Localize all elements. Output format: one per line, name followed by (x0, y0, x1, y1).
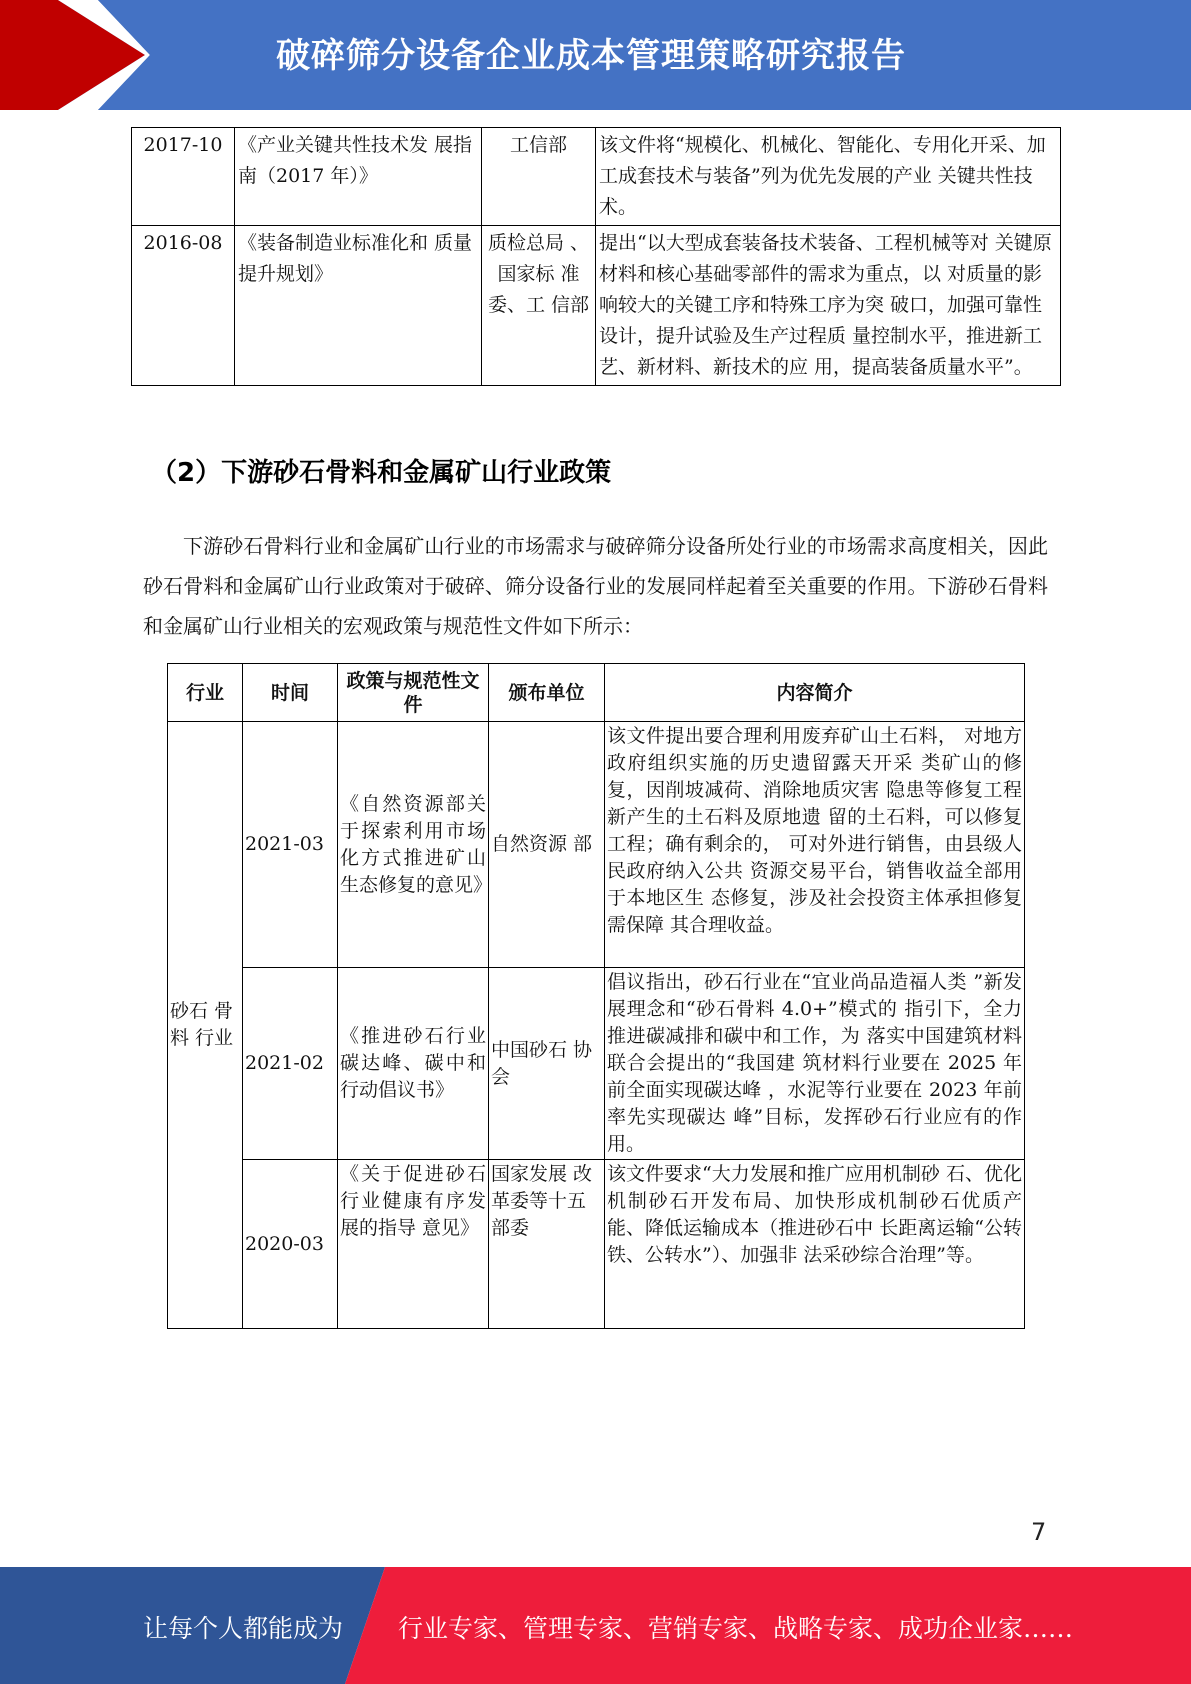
policy-title: 《自然资源部关于探索利用市场化方式推进矿山生态修复的意见》 (338, 722, 489, 968)
policy-date: 2016-08 (132, 226, 235, 386)
policy-content: 该文件将“规模化、机械化、智能化、专用化开采、加工成套技术与装备”列为优先发展的产业 关键共性技术。 (596, 128, 1061, 226)
policy-summary: 该文件提出要合理利用废弃矿山土石料， 对地方政府组织实施的历史遗留露天开采 类矿山的修复，因削坡减荷、消除地质灾害 隐患等修复工程新产生的土石料及原地遗 留的土石料，可以修复工程；确有剩余的， 可对外进行销售，由县级人民政府纳入公共 资源交易平台，销售收益全部用于本地区生 态修复，涉及社会投资主体承担修复需保障 其合理收益。 (605, 722, 1025, 968)
table-row (132, 226, 1061, 386)
policy-title: 《关于促进砂石行业健康有序发展的指导 意见》 (338, 1160, 489, 1329)
column-header-time: 时间 (243, 664, 338, 722)
policy-issuer: 工信部 (482, 128, 596, 226)
column-header-policy: 政策与规范性文件 (338, 664, 489, 722)
page-header (0, 0, 1191, 110)
policy-content: 提出“以大型成套装备技术装备、工程机械等对 关键原材料和核心基础零部件的需求为重点，以 对质量的影响较大的关键工序和特殊工序为突 破口，加强可靠性设计，提升试验及生产过程质 量控制水平，推进新工艺、新材料、新技术的应 用，提高装备质量水平”。 (596, 226, 1061, 386)
policy-time: 2021-02 (243, 968, 338, 1160)
page-footer (0, 1567, 1191, 1684)
policy-time: 2021-03 (243, 722, 338, 968)
policy-issuer: 中国砂石 协会 (489, 968, 605, 1160)
industry-cell: 砂石 骨料 行业 (168, 722, 243, 1329)
footer-slogan-left: 让每个人都能成为 (143, 1614, 344, 1643)
policy-issuer: 国家发展 改革委等十五部委 (489, 1160, 605, 1329)
policy-time: 2020-03 (243, 1160, 338, 1329)
policy-issuer: 质检总局 、国家标 准委、工 信部 (482, 226, 596, 386)
report-title: 破碎筛分设备企业成本管理策略研究报告 (276, 36, 906, 76)
page-number: 7 (1031, 1518, 1047, 1546)
policy-name: 《产业关键共性技术发 展指南（2017 年）》 (235, 128, 482, 226)
table-row (168, 968, 1025, 1160)
table-row (168, 722, 1025, 968)
footer-slogan-right: 行业专家、管理专家、营销专家、战略专家、成功企业家…… (398, 1614, 1074, 1643)
policy-date: 2017-10 (132, 128, 235, 226)
table-row (132, 128, 1061, 226)
policy-table-continued (131, 127, 1061, 386)
policy-summary: 该文件要求“大力发展和推广应用机制砂 石、优化机制砂石开发布局、加快形成机制砂石优质产能、降低运输成本（推进砂石中 长距离运输“公转铁、公转水”）、加强非 法采砂综合治理”等。 (605, 1160, 1025, 1329)
column-header-industry: 行业 (168, 664, 243, 722)
column-header-summary: 内容简介 (605, 664, 1025, 722)
policy-issuer: 自然资源 部 (489, 722, 605, 968)
policy-name: 《装备制造业标准化和 质量提升规划》 (235, 226, 482, 386)
policy-summary: 倡议指出，砂石行业在“宜业尚品造福人类 ”新发展理念和“砂石骨料 4.0+”模式的 指引下，全力推进碳减排和碳中和工作，为 落实中国建筑材料联合会提出的“我国建 筑材料行业要在 2025 年前全面实现碳达峰 ，水泥等行业要在 2023 年前率先实现碳达 峰”目标，发挥砂石行业应有的作用。 (605, 968, 1025, 1160)
sand-gravel-policy-table (167, 663, 1025, 1329)
policy-title: 《推进砂石行业碳达峰、碳中和行动倡议书》 (338, 968, 489, 1160)
section-paragraph: 下游砂石骨料行业和金属矿山行业的市场需求与破碎筛分设备所处行业的市场需求高度相关，因此砂石骨料和金属矿山行业政策对于破碎、筛分设备行业的发展同样起着至关重要的作用。下游砂石骨料和金属矿山行业相关的宏观政策与规范性文件如下所示： (143, 534, 1048, 638)
column-header-issuer: 颁布单位 (489, 664, 605, 722)
table-row (168, 1160, 1025, 1329)
table-header-row (168, 664, 1025, 722)
section-heading: （2）下游砂石骨料和金属矿山行业政策 (151, 458, 612, 488)
